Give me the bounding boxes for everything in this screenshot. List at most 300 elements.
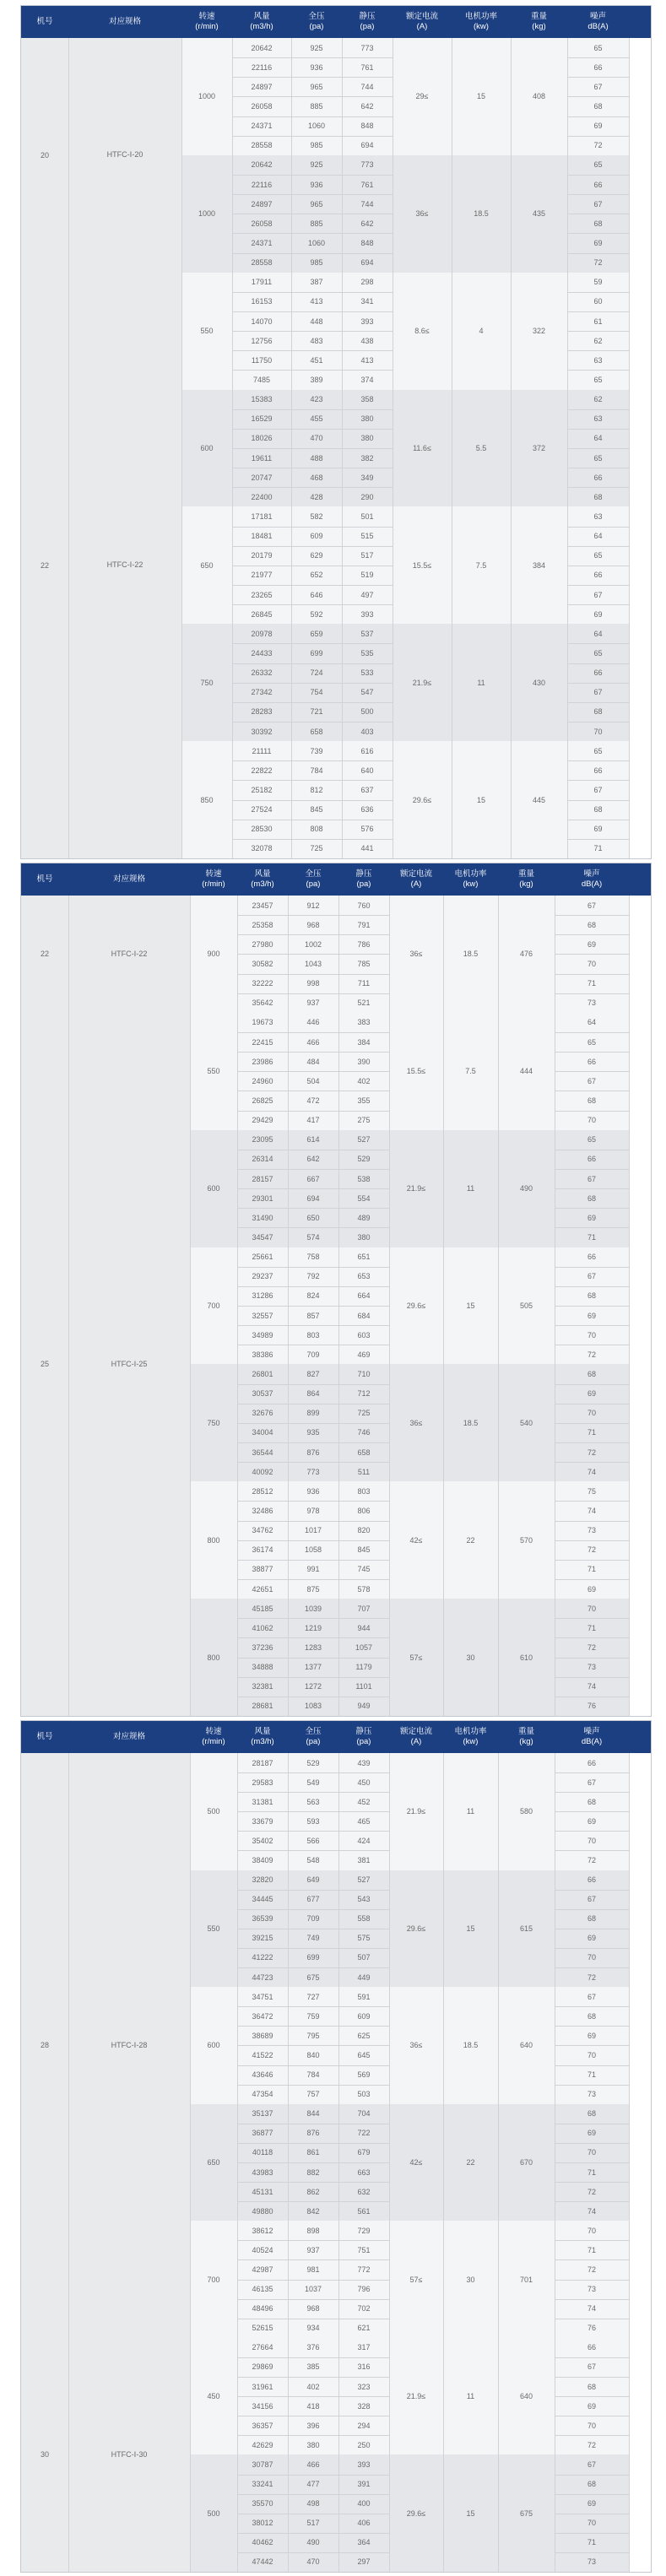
cell-total-pressure: 563 xyxy=(306,1797,320,1806)
row-divider xyxy=(237,2006,389,2007)
divider xyxy=(629,624,630,741)
row-divider xyxy=(232,253,393,254)
divider xyxy=(288,2338,289,2455)
cell-total-pressure: 667 xyxy=(306,1174,320,1183)
cell-static-pressure: 497 xyxy=(360,590,374,599)
cell-air-volume: 32676 xyxy=(252,1409,273,1418)
divider xyxy=(237,1599,238,1716)
cell-noise: 74 xyxy=(587,2304,596,2314)
row-divider xyxy=(555,2201,629,2202)
cell-air-volume: 48496 xyxy=(252,2304,273,2314)
divider xyxy=(443,2454,444,2572)
row-divider xyxy=(232,800,393,801)
group-speed: 1000 xyxy=(198,92,216,101)
cell-air-volume: 25661 xyxy=(252,1253,273,1262)
group-weight: 444 xyxy=(519,1067,533,1076)
row-divider xyxy=(555,1772,629,1773)
cell-air-volume: 26058 xyxy=(251,101,273,111)
row-divider xyxy=(567,760,629,761)
cell-total-pressure: 1039 xyxy=(304,1604,322,1613)
divider xyxy=(389,1364,390,1481)
divider xyxy=(389,2454,390,2572)
row-divider xyxy=(237,954,389,955)
row-divider xyxy=(567,311,629,312)
cell-total-pressure: 504 xyxy=(306,1076,320,1085)
divider xyxy=(190,2104,191,2222)
spec-table xyxy=(20,863,652,1717)
divider xyxy=(181,38,182,155)
cell-static-pressure: 349 xyxy=(360,473,374,482)
row-divider xyxy=(237,1677,389,1678)
header-total-pressure: 全压 (pa) xyxy=(308,12,325,31)
cell-noise: 67 xyxy=(587,1076,596,1085)
group-speed: 600 xyxy=(207,2041,220,2050)
cell-static-pressure: 803 xyxy=(357,1486,371,1496)
row-divider xyxy=(237,2357,389,2358)
cell-total-pressure: 773 xyxy=(306,1467,320,1476)
row-divider xyxy=(237,1423,389,1424)
row-divider xyxy=(237,1306,389,1307)
cell-total-pressure: 965 xyxy=(310,199,323,208)
row-divider xyxy=(237,1325,389,1326)
cell-static-pressure: 642 xyxy=(360,219,374,228)
cell-noise: 70 xyxy=(587,1116,596,1125)
header-speed: 转速 (r/min) xyxy=(202,1727,225,1746)
row-divider xyxy=(237,2240,389,2241)
cell-total-pressure: 749 xyxy=(306,1934,320,1943)
cell-air-volume: 20642 xyxy=(251,43,273,52)
group-motor-power: 7.5 xyxy=(475,560,487,570)
model-spec: HTFC-Ⅰ-22 xyxy=(111,949,148,958)
machine-no: 25 xyxy=(40,1360,49,1369)
row-divider xyxy=(555,2475,629,2476)
cell-air-volume: 19673 xyxy=(252,1018,273,1027)
group-rated-current: 21.9≤ xyxy=(406,1184,426,1193)
divider xyxy=(338,1130,339,1247)
model-divider xyxy=(21,858,629,859)
cell-noise: 70 xyxy=(587,2226,596,2235)
row-divider xyxy=(237,934,389,935)
spec-table xyxy=(20,1720,652,2573)
group-speed: 700 xyxy=(207,1301,220,1310)
row-divider xyxy=(237,1890,389,1891)
divider xyxy=(498,1987,499,2104)
cell-noise: 70 xyxy=(587,1409,596,1418)
group-motor-power: 15 xyxy=(466,1301,475,1310)
model-divider xyxy=(21,2572,629,2573)
row-divider xyxy=(555,2240,629,2241)
cell-static-pressure: 384 xyxy=(357,1037,371,1047)
cell-total-pressure: 757 xyxy=(306,2090,320,2099)
cell-air-volume: 31286 xyxy=(252,1291,273,1301)
cell-static-pressure: 569 xyxy=(357,2070,371,2080)
row-divider xyxy=(237,2435,389,2436)
cell-total-pressure: 840 xyxy=(306,2050,320,2059)
cell-total-pressure: 936 xyxy=(310,62,323,72)
divider xyxy=(389,2104,390,2222)
group-motor-power: 7.5 xyxy=(465,1067,476,1076)
cell-air-volume: 28558 xyxy=(251,141,273,150)
row-divider xyxy=(567,96,629,97)
cell-noise: 66 xyxy=(593,571,603,580)
group-rated-current: 29.6≤ xyxy=(406,1924,426,1933)
group-weight: 476 xyxy=(519,950,533,959)
cell-noise: 65 xyxy=(593,551,603,560)
cell-static-pressure: 558 xyxy=(357,1914,371,1924)
group-speed: 650 xyxy=(200,560,214,570)
cell-noise: 76 xyxy=(587,1702,596,1711)
divider xyxy=(68,896,69,1013)
cell-air-volume: 38012 xyxy=(252,2519,273,2528)
divider xyxy=(237,2454,238,2572)
cell-noise: 73 xyxy=(587,2557,596,2567)
cell-static-pressure: 576 xyxy=(360,825,374,834)
cell-air-volume: 42629 xyxy=(252,2440,273,2449)
cell-total-pressure: 876 xyxy=(306,1448,320,1457)
cell-total-pressure: 694 xyxy=(306,1193,320,1203)
divider xyxy=(498,1364,499,1481)
row-divider xyxy=(555,2299,629,2300)
cell-static-pressure: 341 xyxy=(360,297,374,306)
row-divider xyxy=(555,2065,629,2066)
cell-total-pressure: 842 xyxy=(306,2206,320,2216)
cell-air-volume: 27664 xyxy=(252,2343,273,2352)
divider xyxy=(629,1599,630,1716)
divider xyxy=(338,2338,339,2455)
cell-noise: 67 xyxy=(587,2362,596,2372)
row-divider xyxy=(555,2085,629,2086)
divider xyxy=(338,1870,339,1988)
group-speed: 750 xyxy=(200,678,214,687)
group-speed: 550 xyxy=(207,1067,220,1076)
cell-noise: 62 xyxy=(593,395,603,404)
cell-total-pressure: 470 xyxy=(310,434,323,443)
row-divider xyxy=(555,1286,629,1287)
cell-air-volume: 38877 xyxy=(252,1565,273,1574)
cell-static-pressure: 694 xyxy=(360,258,374,268)
cell-noise: 67 xyxy=(587,1992,596,2001)
cell-static-pressure: 500 xyxy=(360,707,374,717)
cell-noise: 69 xyxy=(587,1816,596,1826)
group-rated-current: 29.6≤ xyxy=(406,2508,426,2518)
cell-air-volume: 22400 xyxy=(251,492,273,501)
row-divider xyxy=(555,1169,629,1170)
divider xyxy=(389,1599,390,1716)
row-divider xyxy=(232,409,393,410)
row-divider xyxy=(232,585,393,586)
cell-air-volume: 30787 xyxy=(252,2460,273,2469)
divider xyxy=(342,624,343,741)
group-rated-current: 15.5≤ xyxy=(412,560,432,570)
divider xyxy=(190,1599,191,1716)
row-divider xyxy=(237,2182,389,2183)
row-divider xyxy=(567,683,629,684)
group-weight: 670 xyxy=(519,2157,533,2167)
header-spec: 对应规格 xyxy=(112,1732,145,1741)
cell-static-pressure: 806 xyxy=(357,1506,371,1515)
cell-static-pressure: 745 xyxy=(357,1565,371,1574)
divider xyxy=(338,896,339,1013)
divider xyxy=(443,1599,444,1716)
machine-no: 22 xyxy=(40,950,49,959)
cell-total-pressure: 827 xyxy=(306,1369,320,1378)
cell-noise: 67 xyxy=(587,901,596,910)
divider xyxy=(511,155,512,273)
cell-static-pressure: 290 xyxy=(360,492,374,501)
cell-noise: 65 xyxy=(587,1037,596,1047)
cell-noise: 72 xyxy=(587,2187,596,2196)
cell-static-pressure: 848 xyxy=(360,238,374,247)
cell-total-pressure: 725 xyxy=(310,844,323,853)
group-rated-current: 29≤ xyxy=(415,92,429,101)
cell-noise: 63 xyxy=(593,355,603,365)
row-divider xyxy=(237,1792,389,1793)
divider xyxy=(389,1130,390,1247)
cell-static-pressure: 364 xyxy=(357,2538,371,2547)
cell-static-pressure: 450 xyxy=(357,1778,371,1787)
divider xyxy=(498,2104,499,2222)
cell-static-pressure: 391 xyxy=(357,2480,371,2489)
cell-noise: 68 xyxy=(587,920,596,929)
row-divider xyxy=(237,2026,389,2027)
cell-static-pressure: 578 xyxy=(357,1584,371,1594)
row-divider xyxy=(232,702,393,703)
cell-noise: 67 xyxy=(587,2460,596,2469)
cell-noise: 66 xyxy=(593,180,603,189)
cell-noise: 66 xyxy=(587,1875,596,1885)
cell-static-pressure: 632 xyxy=(357,2187,371,2196)
machine-no: 28 xyxy=(40,2041,49,2050)
divider xyxy=(629,1481,630,1599)
row-divider xyxy=(555,1909,629,1910)
cell-static-pressure: 773 xyxy=(360,43,374,52)
cell-total-pressure: 885 xyxy=(310,101,323,111)
machine-no: 22 xyxy=(40,560,49,570)
row-divider xyxy=(555,2533,629,2534)
cell-noise: 69 xyxy=(587,2499,596,2508)
cell-static-pressure: 663 xyxy=(357,2167,371,2177)
cell-air-volume: 30537 xyxy=(252,1389,273,1399)
group-speed: 700 xyxy=(207,2275,220,2284)
row-divider xyxy=(237,2475,389,2476)
divider xyxy=(389,1247,390,1365)
cell-static-pressure: 642 xyxy=(360,101,374,111)
cell-total-pressure: 488 xyxy=(310,453,323,463)
row-divider xyxy=(232,292,393,293)
cell-total-pressure: 649 xyxy=(306,1875,320,1885)
cell-static-pressure: 529 xyxy=(357,1155,371,1164)
cell-noise: 69 xyxy=(587,1389,596,1399)
cell-air-volume: 43983 xyxy=(252,2167,273,2177)
row-divider xyxy=(237,1071,389,1072)
divider xyxy=(567,155,568,273)
cell-air-volume: 32557 xyxy=(252,1311,273,1320)
divider xyxy=(629,2454,630,2572)
header-static-pressure: 静压 (pa) xyxy=(355,1727,372,1746)
row-divider xyxy=(237,1442,389,1443)
cell-total-pressure: 721 xyxy=(310,707,323,717)
cell-air-volume: 34156 xyxy=(252,2401,273,2411)
divider xyxy=(629,2221,630,2338)
cell-noise: 67 xyxy=(593,199,603,208)
cell-total-pressure: 548 xyxy=(306,1856,320,1865)
row-divider xyxy=(555,2280,629,2281)
row-divider xyxy=(555,1831,629,1832)
cell-noise: 63 xyxy=(593,414,603,424)
group-divider xyxy=(190,2572,629,2573)
divider xyxy=(498,2338,499,2455)
cell-static-pressure: 393 xyxy=(360,317,374,326)
divider xyxy=(567,273,568,390)
table-header xyxy=(21,863,651,896)
row-divider xyxy=(232,311,393,312)
cell-air-volume: 22116 xyxy=(251,62,273,72)
cell-air-volume: 38689 xyxy=(252,2031,273,2040)
row-divider xyxy=(555,2435,629,2436)
cell-noise: 71 xyxy=(587,2167,596,2177)
cell-static-pressure: 452 xyxy=(357,1797,371,1806)
group-motor-power: 22 xyxy=(466,1535,475,1545)
divider xyxy=(443,896,444,1013)
row-divider xyxy=(555,2026,629,2027)
cell-total-pressure: 593 xyxy=(306,1816,320,1826)
cell-noise: 65 xyxy=(587,1135,596,1145)
group-rated-current: 15.5≤ xyxy=(406,1067,426,1076)
cell-noise: 61 xyxy=(593,317,603,326)
cell-static-pressure: 503 xyxy=(357,2090,371,2099)
cell-noise: 69 xyxy=(587,2129,596,2138)
cell-air-volume: 22415 xyxy=(252,1037,273,1047)
cell-air-volume: 27524 xyxy=(251,805,273,814)
cell-static-pressure: 773 xyxy=(360,160,374,170)
cell-static-pressure: 658 xyxy=(357,1448,371,1457)
group-motor-power: 18.5 xyxy=(474,209,489,219)
cell-noise: 66 xyxy=(593,62,603,72)
cell-noise: 64 xyxy=(593,629,603,638)
cell-total-pressure: 385 xyxy=(306,2362,320,2372)
divider xyxy=(181,506,182,624)
cell-total-pressure: 845 xyxy=(310,805,323,814)
row-divider xyxy=(237,2533,389,2534)
cell-air-volume: 34004 xyxy=(252,1428,273,1437)
divider xyxy=(389,1870,390,1988)
cell-static-pressure: 712 xyxy=(357,1389,371,1399)
divider xyxy=(190,2221,191,2338)
cell-air-volume: 29583 xyxy=(252,1778,273,1787)
cell-static-pressure: 651 xyxy=(357,1253,371,1262)
cell-total-pressure: 477 xyxy=(306,2480,320,2489)
cell-total-pressure: 468 xyxy=(310,473,323,482)
cell-static-pressure: 722 xyxy=(357,2129,371,2138)
row-divider xyxy=(237,1032,389,1033)
divider xyxy=(511,624,512,741)
cell-noise: 71 xyxy=(587,1428,596,1437)
row-divider xyxy=(237,2552,389,2553)
cell-static-pressure: 694 xyxy=(360,141,374,150)
group-rated-current: 11.6≤ xyxy=(413,443,431,452)
cell-static-pressure: 439 xyxy=(357,1758,371,1767)
model-spec: HTFC-Ⅰ-20 xyxy=(106,150,143,160)
divider xyxy=(190,1013,191,1130)
cell-static-pressure: 1101 xyxy=(355,1682,372,1691)
divider xyxy=(443,1247,444,1365)
row-divider xyxy=(567,448,629,449)
cell-noise: 71 xyxy=(587,979,596,988)
divider xyxy=(443,1013,444,1130)
row-divider xyxy=(567,350,629,351)
cell-air-volume: 39215 xyxy=(252,1934,273,1943)
cell-total-pressure: 724 xyxy=(310,668,323,678)
row-divider xyxy=(232,487,393,488)
row-divider xyxy=(232,175,393,176)
cell-air-volume: 46135 xyxy=(252,2285,273,2294)
cell-air-volume: 40524 xyxy=(252,2245,273,2254)
row-divider xyxy=(567,839,629,840)
cell-noise: 72 xyxy=(593,258,603,268)
cell-static-pressure: 438 xyxy=(360,336,374,345)
cell-total-pressure: 844 xyxy=(306,2109,320,2119)
header-total-pressure: 全压 (pa) xyxy=(305,1727,322,1746)
cell-static-pressure: 381 xyxy=(357,1856,371,1865)
divider xyxy=(338,1013,339,1130)
cell-total-pressure: 876 xyxy=(306,2129,320,2138)
cell-noise: 71 xyxy=(587,2538,596,2547)
row-divider xyxy=(555,2045,629,2046)
group-speed: 800 xyxy=(207,1653,220,1662)
cell-air-volume: 28681 xyxy=(252,1702,273,1711)
cell-static-pressure: 636 xyxy=(360,805,374,814)
cell-noise: 69 xyxy=(587,939,596,949)
cell-air-volume: 41522 xyxy=(252,2050,273,2059)
cell-noise: 71 xyxy=(587,2245,596,2254)
cell-noise: 73 xyxy=(587,1663,596,1672)
group-speed: 650 xyxy=(207,2157,220,2167)
row-divider xyxy=(567,370,629,371)
divider xyxy=(288,1364,289,1481)
cell-air-volume: 34445 xyxy=(252,1895,273,1904)
cell-air-volume: 26825 xyxy=(252,1096,273,1105)
cell-total-pressure: 446 xyxy=(306,1018,320,1027)
divider xyxy=(342,741,343,858)
cell-total-pressure: 418 xyxy=(306,2401,320,2411)
row-divider xyxy=(567,643,629,644)
cell-noise: 70 xyxy=(587,1836,596,1845)
row-divider xyxy=(555,1462,629,1463)
cell-air-volume: 22822 xyxy=(251,766,273,775)
group-weight: 384 xyxy=(532,560,546,570)
cell-noise: 67 xyxy=(587,1174,596,1183)
cell-static-pressure: 785 xyxy=(357,959,371,968)
cell-air-volume: 33679 xyxy=(252,1816,273,1826)
cell-noise: 74 xyxy=(587,1467,596,1476)
cell-static-pressure: 380 xyxy=(360,414,374,424)
cell-noise: 72 xyxy=(587,1973,596,1982)
cell-total-pressure: 642 xyxy=(306,1155,320,1164)
cell-static-pressure: 710 xyxy=(357,1369,371,1378)
divider xyxy=(498,1247,499,1365)
cell-total-pressure: 472 xyxy=(306,1096,320,1105)
group-rated-current: 29.6≤ xyxy=(412,795,432,804)
group-weight: 640 xyxy=(519,2392,533,2401)
cell-total-pressure: 803 xyxy=(306,1330,320,1339)
row-divider xyxy=(237,1831,389,1832)
divider xyxy=(629,1013,630,1130)
cell-noise: 59 xyxy=(593,278,603,287)
cell-noise: 68 xyxy=(593,219,603,228)
divider xyxy=(511,38,512,155)
header-machine-no: 机号 xyxy=(36,1732,53,1741)
cell-total-pressure: 812 xyxy=(310,785,323,794)
